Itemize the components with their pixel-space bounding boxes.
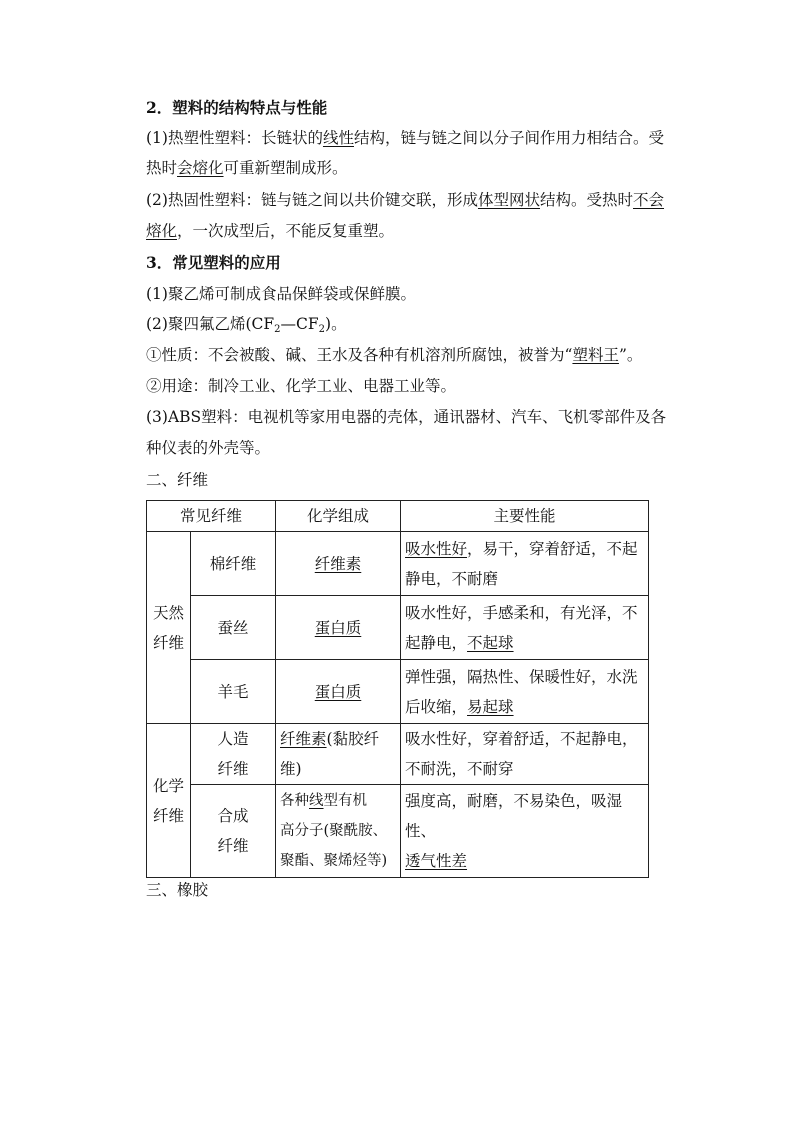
group-chemical-fiber [147, 724, 191, 878]
fiber-name [191, 785, 276, 878]
text: 人造 [217, 730, 249, 748]
text: 结构，链与链之间以分子间作用力相结合。受 [353, 129, 664, 147]
underlined-answer: 透气性差 [405, 852, 468, 870]
col-header-fiber: 常见纤维 [147, 501, 276, 532]
table-row [147, 596, 649, 660]
text: 维) [280, 760, 302, 778]
rubber-section-heading [146, 880, 682, 900]
para-polyethylene [146, 284, 682, 304]
subscript: 2 [318, 324, 326, 335]
fiber-composition [276, 596, 401, 660]
fiber-name [191, 724, 276, 785]
text: 起静电， [405, 633, 468, 652]
para-thermoset-line2 [146, 221, 682, 241]
fiber-name: 蚕丝 [191, 596, 276, 660]
text: 后收缩， [405, 697, 468, 716]
text: 吸水性好，穿着舒适，不起静电， [405, 730, 638, 748]
text: ，一次成型后，不能反复重塑。 [177, 222, 395, 240]
underlined-answer: 线性 [322, 129, 354, 147]
fiber-name: 羊毛 [191, 660, 276, 724]
fiber-performance [401, 660, 649, 724]
table-row [147, 660, 649, 724]
section-3-heading [146, 253, 682, 273]
para-ptfe [146, 314, 682, 334]
fiber-performance [401, 785, 649, 878]
subscript: 2 [274, 324, 281, 335]
text: ，易干，穿着舒适，不起 [467, 539, 638, 558]
table-row [147, 785, 649, 878]
text: 纤维 [217, 837, 249, 855]
fiber-table [146, 500, 649, 878]
text: 型有机 [323, 793, 368, 809]
text: 热时 [146, 159, 178, 177]
text: 弹性强，隔热性、保暖性好，水洗 [405, 667, 638, 686]
fiber-performance [401, 596, 649, 660]
fiber-composition [276, 724, 401, 785]
para-thermoplastic-line1 [146, 128, 682, 148]
text: (3)ABS塑料：电视机等家用电器的壳体，通讯器材、汽车、飞机零部件及各 [146, 408, 667, 426]
text: 各种 [280, 793, 310, 809]
text: 不耐洗，不耐穿 [405, 760, 514, 778]
heading-text: 3．常见塑料的应用 [146, 253, 281, 272]
text: (2)聚四氟乙烯( [146, 315, 252, 333]
text: (2)热固性塑料：链与链之间以共价键交联，形成 [146, 191, 478, 209]
col-header-composition: 化学组成 [276, 501, 401, 532]
para-thermoplastic-line2 [146, 158, 682, 178]
fiber-name: 棉纤维 [191, 532, 276, 596]
text: (黏胶纤 [326, 730, 380, 748]
formula-cf: CF [251, 315, 275, 333]
underlined-answer: 不会 [633, 191, 665, 209]
text: (1)热塑性塑料：长链状的 [146, 129, 323, 147]
underlined-answer: 塑料王 [572, 346, 619, 364]
text: 强度高，耐磨，不易染色，吸湿性、 [405, 792, 623, 840]
fiber-composition [276, 660, 401, 724]
table-header-row [147, 501, 649, 532]
para-abs-line1 [146, 407, 682, 427]
text: 高分子(聚酰胺、 [280, 823, 388, 839]
fiber-performance [401, 532, 649, 596]
fiber-section-heading [146, 470, 682, 490]
table-row [147, 532, 649, 596]
text: 合成 [217, 807, 249, 825]
heading-text: 二、纤维 [146, 471, 209, 489]
text: (1)聚乙烯可制成食品保鲜袋或保鲜膜。 [146, 285, 416, 303]
text: ①性质：不会被酸、碱、王水及各种有机溶剂所腐蚀，被誉为“ [146, 346, 573, 364]
underlined-answer: 线 [309, 793, 324, 809]
underlined-answer: 纤维素 [314, 554, 362, 573]
para-abs-line2 [146, 438, 682, 458]
heading-text: 2．塑料的结构特点与性能 [146, 98, 328, 117]
text: 静电，不耐磨 [405, 569, 499, 588]
underlined-answer: 易起球 [467, 697, 514, 716]
fiber-composition [276, 785, 401, 878]
text: ”。 [618, 346, 643, 364]
col-header-performance: 主要性能 [401, 501, 649, 532]
para-thermoset-line1 [146, 190, 682, 210]
text: 吸水性好，手感柔和，有光泽，不 [405, 603, 638, 622]
group-natural-fiber [147, 532, 191, 724]
para-ptfe-use [146, 376, 682, 396]
underlined-answer: 会熔化 [177, 159, 224, 177]
text: 可重新塑制成形。 [223, 159, 348, 177]
group-label: 天然 [152, 603, 184, 622]
formula-cf: —CF [280, 315, 319, 333]
text: )。 [325, 315, 347, 333]
underlined-answer: 纤维素 [280, 730, 327, 748]
group-label: 纤维 [152, 633, 184, 652]
underlined-answer: 熔化 [146, 222, 178, 240]
underlined-answer: 不起球 [467, 633, 514, 652]
text: 结构。受热时 [539, 191, 633, 209]
underlined-answer: 蛋白质 [314, 618, 362, 637]
para-ptfe-property [146, 345, 682, 365]
fiber-composition [276, 532, 401, 596]
section-2-heading [146, 98, 682, 118]
heading-text: 三、橡胶 [146, 881, 209, 899]
table-row [147, 724, 649, 785]
group-label: 纤维 [152, 806, 184, 825]
underlined-answer: 吸水性好 [405, 539, 468, 558]
group-label: 化学 [152, 776, 184, 795]
text: 聚酯、聚烯烃等) [280, 853, 388, 869]
text: 纤维 [217, 760, 249, 778]
text: 种仪表的外壳等。 [146, 439, 271, 457]
underlined-answer: 蛋白质 [314, 682, 362, 701]
text: ②用途：制冷工业、化学工业、电器工业等。 [146, 377, 457, 395]
underlined-answer: 体型网状 [477, 191, 540, 209]
fiber-performance [401, 724, 649, 785]
